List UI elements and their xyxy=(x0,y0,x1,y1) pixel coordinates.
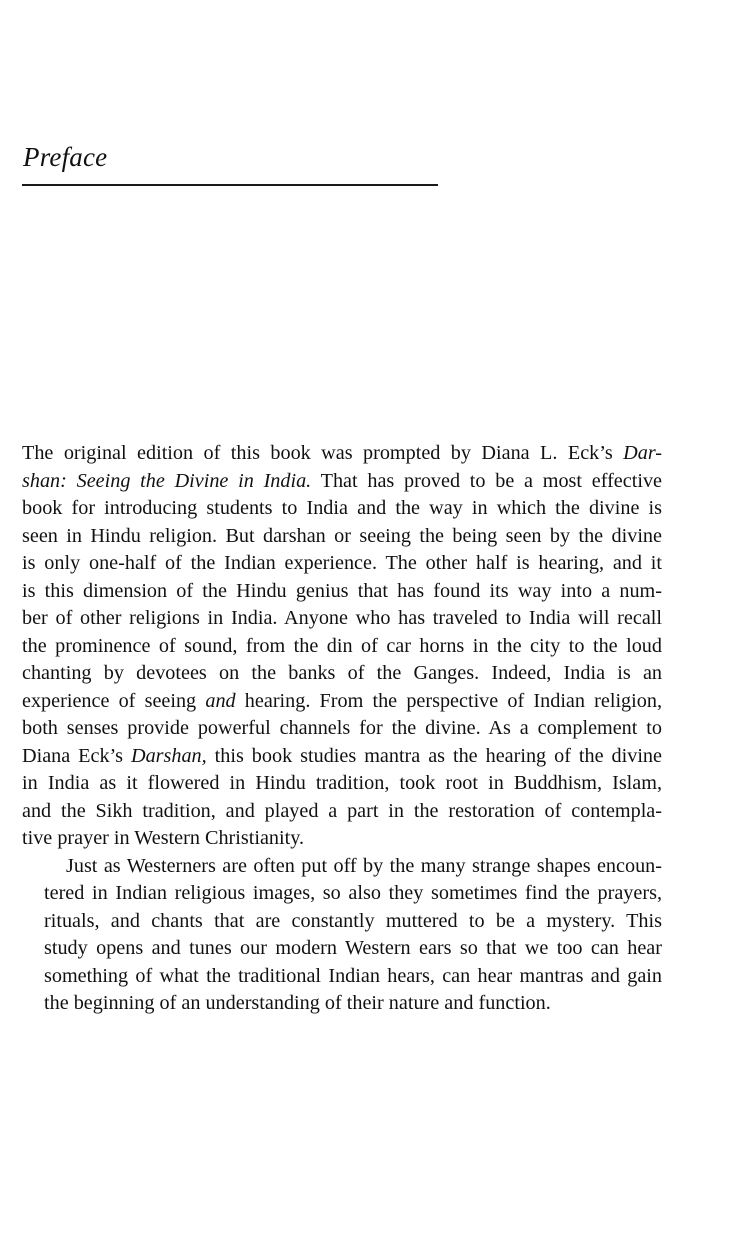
text-segment: in India as it flowered in Hindu tradition, took root in Buddhism, Islam, xyxy=(22,772,662,794)
text-line xyxy=(22,660,662,688)
text-line xyxy=(22,963,662,991)
text-segment: this book studies mantra as the hearing of the divine xyxy=(206,744,662,767)
text-segment: study opens and tunes our modern Western ears so that we too can hear xyxy=(44,937,662,959)
paragraph-1 xyxy=(22,440,662,853)
text-line xyxy=(22,853,662,881)
text-line xyxy=(22,523,662,551)
text-segment: experience of seeing xyxy=(22,689,206,712)
chapter-title: Preface xyxy=(23,142,108,172)
text-line xyxy=(22,743,662,771)
text-segment: chanting by devotees on the banks of the Ganges. Indeed, India is an xyxy=(22,662,662,684)
text-line xyxy=(22,770,662,798)
text-segment: seen in Hindu religion. But darshan or seeing the being seen by the divine xyxy=(22,524,662,547)
text-line xyxy=(22,633,662,661)
text-line xyxy=(22,935,662,963)
text-segment: Diana Eck’s xyxy=(22,744,131,767)
text-segment: tered in Indian religious images, so also they sometimes find the prayers, xyxy=(44,882,662,904)
text-line xyxy=(22,990,662,1018)
text-line xyxy=(22,798,662,826)
text-line xyxy=(22,908,662,936)
text-line xyxy=(22,880,662,908)
text-segment: tive prayer in Western Christianity. xyxy=(22,827,305,849)
text-segment: book for introducing students to India and the way in which the divine is xyxy=(22,497,662,519)
text-line xyxy=(22,605,662,633)
text-segment: hearing. From the perspective of Indian religion, xyxy=(235,689,662,712)
text-segment: rituals, and chants that are constantly muttered to be a mystery. This xyxy=(44,909,662,932)
text-segment: The original edition of this book was prompted by Diana L. Eck’s xyxy=(22,442,624,464)
text-line xyxy=(22,495,662,523)
italic-segment: shan: Seeing the Divine in India. xyxy=(22,469,312,492)
text-line xyxy=(22,578,662,606)
text-line xyxy=(22,688,662,716)
text-line xyxy=(22,715,662,743)
text-segment: is only one-half of the Indian experience. The other half is hearing, and it xyxy=(22,552,662,574)
text-segment: both senses provide powerful channels for the divine. As a complement to xyxy=(22,717,662,739)
text-segment: something of what the traditional Indian hears, can hear mantras and gain xyxy=(44,964,662,987)
italic-segment: Darshan, xyxy=(130,744,207,767)
text-segment: is this dimension of the Hindu genius that has found its way into a num- xyxy=(22,579,662,602)
text-segment: the prominence of sound, from the din of car horns in the city to the loud xyxy=(22,634,662,657)
text-segment: the beginning of an understanding of their nature and function. xyxy=(44,992,551,1014)
text-line xyxy=(22,468,662,496)
italic-segment: Dar- xyxy=(623,442,662,464)
text-segment: ber of other religions in India. Anyone who has traveled to India will recall xyxy=(22,607,662,629)
title-rule xyxy=(22,184,438,186)
text-line xyxy=(22,825,662,853)
paragraph-2 xyxy=(22,853,662,1018)
text-segment: Just as Westerners are often put off by the many strange shapes encoun- xyxy=(66,854,662,877)
body-text xyxy=(22,440,662,1018)
text-line xyxy=(22,440,662,468)
italic-segment: and xyxy=(205,689,236,712)
text-line xyxy=(22,550,662,578)
text-segment: That has proved to be a most effective xyxy=(311,469,662,492)
text-segment: and the Sikh tradition, and played a part in the restoration of contempla- xyxy=(22,799,662,822)
